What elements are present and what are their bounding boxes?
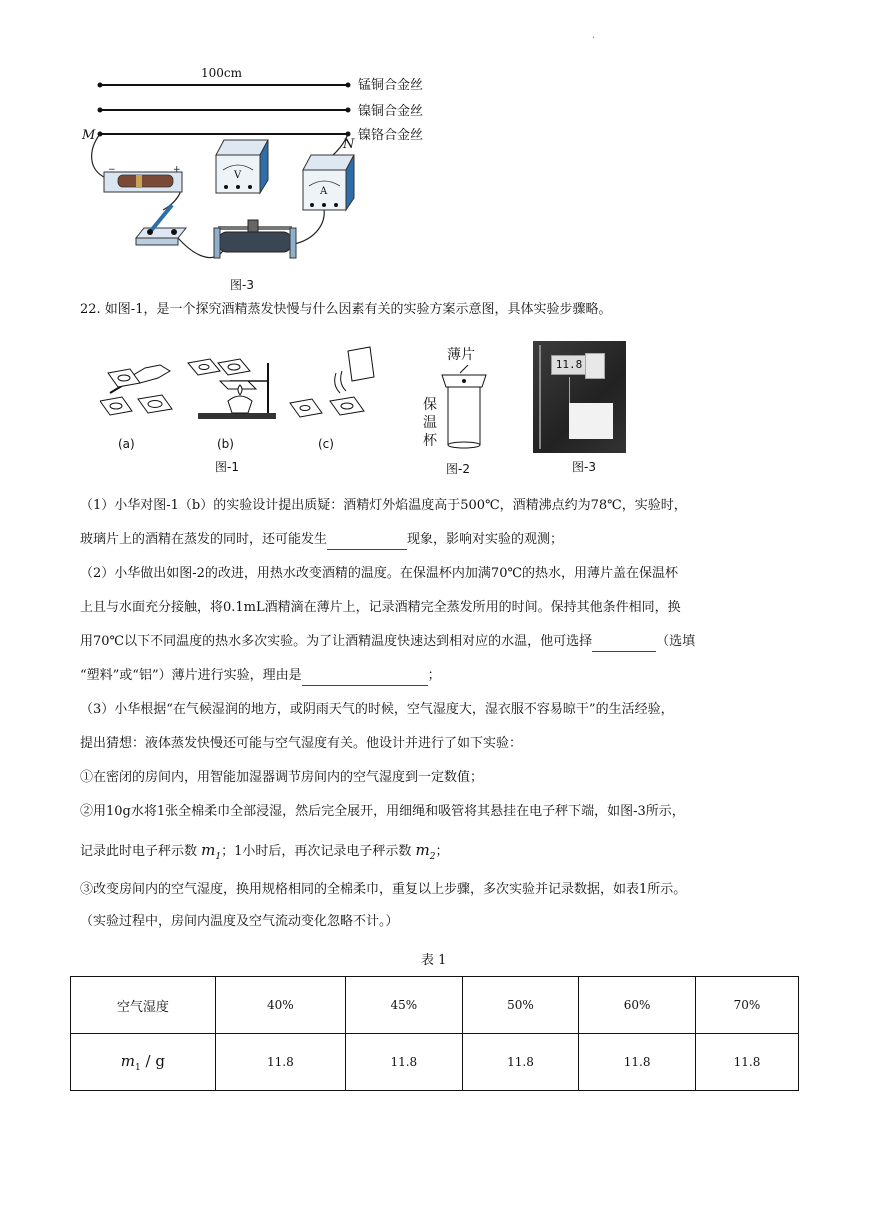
battery-icon [104, 165, 182, 192]
step-2-line1: ②用10g水将1张全棉柔巾全部浸湿，然后完全展开，用细绳和吸管将其悬挂在电子秤下端，如图-3所示， [80, 804, 685, 819]
p2-line4b: ； [427, 668, 441, 683]
table-cell: 11.8 [579, 1034, 696, 1091]
circuit-figure [78, 60, 418, 295]
fig2-top-label: 薄片 [447, 347, 475, 363]
top-figure-caption: 图-3 [230, 278, 254, 292]
figure-1 [100, 343, 390, 438]
fig1-caption: 图-1 [215, 460, 239, 474]
point-n-label: N [343, 137, 355, 152]
p1-line1: （1）小华对图-1（b）的实验设计提出质疑：酒精灯外焰温度高于500℃，酒精沸点约为78℃，实验时， [80, 498, 687, 513]
figure-3-photo [533, 341, 626, 453]
voltmeter-letter: V [234, 170, 242, 181]
p2-line3 [80, 632, 810, 652]
dropper-hand-icon [100, 365, 172, 415]
experiment-note: （实验过程中，房间内温度及空气流动变化忽略不计。） [80, 914, 399, 929]
table-cell: 11.8 [695, 1034, 798, 1091]
table-cell: 45% [345, 977, 462, 1034]
p2-line4 [80, 666, 810, 686]
p2-line3b: （选填 [656, 634, 696, 649]
towel-icon [569, 403, 613, 439]
table-cell: 60% [579, 977, 696, 1034]
ammeter-letter: A [320, 186, 328, 197]
table-row [71, 1034, 799, 1091]
fig1-label-c: (c) [318, 437, 334, 451]
fig1-label-b: (b) [217, 437, 234, 451]
step-2-line2 [80, 840, 810, 867]
ammeter-icon [303, 155, 354, 210]
p3-line2: 提出猜想：液体蒸发快慢还可能与空气湿度有关。他设计并进行了如下实验： [80, 736, 523, 751]
p1-line2b: 现象，影响对实验的观测； [407, 532, 564, 547]
svg-text:+: + [173, 165, 181, 175]
wire-label-2: 镍铜合金丝 [358, 104, 424, 119]
table-cell: 40% [215, 977, 345, 1034]
p1-line2 [80, 530, 810, 550]
figure-2 [440, 365, 490, 455]
scale-display: 11.8 [551, 355, 587, 375]
step-2-line2a: 记录此时电子秤示数 [80, 844, 198, 859]
table-cell: 11.8 [215, 1034, 345, 1091]
p2-line3a: 用70℃以下不同温度的热水多次实验。为了让酒精温度快速达到相对应的水温，他可选择 [80, 634, 593, 649]
svg-text:−: − [108, 165, 116, 175]
answer-blank-1[interactable] [327, 535, 407, 550]
point-m-label: M [82, 128, 96, 143]
table-cell: 11.8 [462, 1034, 579, 1091]
fig2-side-label-2: 温 [423, 415, 437, 431]
table-row [71, 977, 799, 1034]
fig1-label-a: (a) [118, 437, 135, 451]
switch-icon [136, 205, 186, 245]
wire-label-3: 镍铬合金丝 [358, 128, 424, 143]
wire-label-1: 锰铜合金丝 [358, 78, 424, 93]
page-dot: . [592, 30, 596, 41]
fig2-side-label-3: 杯 [423, 433, 437, 449]
answer-blank-3[interactable] [302, 671, 428, 686]
fig2-side-label-1: 保 [423, 397, 437, 413]
m2-symbol: $m_2$ [415, 841, 436, 862]
voltmeter-icon [216, 140, 268, 193]
p2-line1: （2）小华做出如图-2的改进，用热水改变酒精的温度。在保温杯内加满70℃的热水，用薄片盖在保温杯 [80, 566, 679, 581]
table-cell: 11.8 [345, 1034, 462, 1091]
rheostat-icon [214, 220, 296, 258]
row2-header: $m_1$ / g [71, 1034, 216, 1091]
step-1: ①在密闭的房间内，用智能加湿器调节房间内的空气湿度到一定数值； [80, 770, 484, 785]
step-3: ③改变房间内的空气湿度，换用规格相同的全棉柔巾，重复以上步骤，多次实验并记录数据，如表1所示。 [80, 882, 687, 897]
p3-line1: （3）小华根据“在气候湿润的地方，或阴雨天气的时候，空气湿度大，湿衣服不容易晾干”的生活经验， [80, 702, 674, 717]
row1-header: 空气湿度 [71, 977, 216, 1034]
data-table [70, 976, 799, 1091]
p1-line2a: 玻璃片上的酒精在蒸发的同时，还可能发生 [80, 532, 328, 547]
length-label: 100cm [201, 66, 243, 80]
answer-blank-2[interactable] [592, 637, 656, 652]
fan-hand-icon [290, 347, 374, 417]
table-cell: 70% [695, 977, 798, 1034]
step-2-line2c: ； [435, 844, 449, 859]
p2-line4a: “塑料”或“铝”）薄片进行实验，理由是 [80, 668, 302, 683]
p2-line2: 上且与水面充分接触，将0.1mL酒精滴在薄片上，记录酒精完全蒸发所用的时间。保持其他条件相同，换 [80, 600, 681, 615]
question-intro: 22. 如图-1，是一个探究酒精蒸发快慢与什么因素有关的实验方案示意图，具体实验步骤略。 [80, 302, 612, 317]
step-2-line2b: ；1小时后，再次记录电子秤示数 [221, 844, 412, 859]
table-cell: 50% [462, 977, 579, 1034]
fig2-caption: 图-2 [446, 462, 470, 476]
fig3-caption: 图-3 [572, 460, 596, 474]
alcohol-lamp-icon [188, 359, 276, 419]
table-title: 表 1 [421, 953, 447, 968]
m1-symbol: $m_1$ [201, 841, 222, 862]
